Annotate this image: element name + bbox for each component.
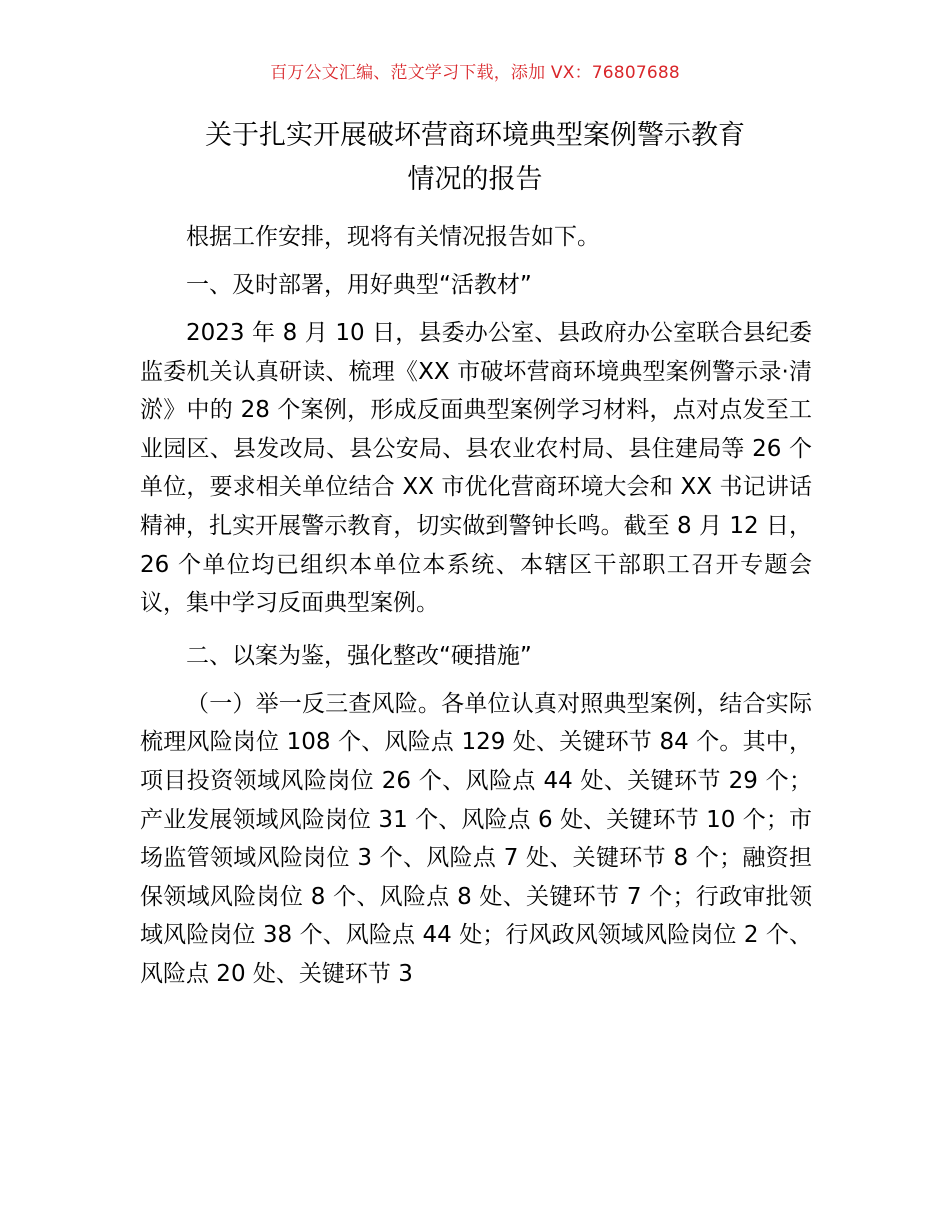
document-body [140, 218, 812, 1008]
body-paragraph-2: （一）举一反三查风险。各单位认真对照典型案例，结合实际梳理风险岗位 108 个、风险点 129 处、关键环节 84 个。其中，项目投资领域风险岗位 26 个、风险点 44 处、关键环节 29 个；产业发展领域风险岗位 31 个、风险点 6 处、关键环节 10 个；市场监管领域风险岗位 3 个、风险点 7 处、关键环节 8 个；融资担保领域风险岗位 8 个、风险点 8 处、关键环节 7 个；行政审批领域风险岗位 38 个、风险点 44 处；行风政风领域风险岗位 2 个、风险点 20 处、关键环节 3 [140, 690, 812, 987]
body-paragraph-1: 2023 年 8 月 10 日，县委办公室、县政府办公室联合县纪委监委机关认真研读、梳理《XX 市破坏营商环境典型案例警示录·清淤》中的 28 个案例，形成反面典型案例学习材料，点对点发至工业园区、县发改局、县公安局、县农业农村局、县住建局等 26 个单位，要求相关单位结合 XX 市优化营商环境大会和 XX 书记讲话精神，扎实开展警示教育，切实做到警钟长鸣。截至 8 月 12 日，26 个单位均已组织本单位本系统、本辖区干部职工召开专题会议，集中学习反面典型案例。 [140, 320, 812, 617]
intro-paragraph: 根据工作安排，现将有关情况报告如下。 [186, 224, 600, 250]
header-promo-note: 百万公文汇编、范文学习下载，添加 VX：76807688 [270, 63, 680, 83]
title-line-1: 关于扎实开展破坏营商环境典型案例警示教育 [205, 120, 745, 151]
section-heading-2: 二、以案为鉴，强化整改“硬措施” [186, 642, 532, 669]
section-heading-1: 一、及时部署，用好典型“活教材” [186, 272, 532, 298]
title-line-2: 情况的报告 [407, 164, 543, 195]
document-title [100, 114, 850, 202]
